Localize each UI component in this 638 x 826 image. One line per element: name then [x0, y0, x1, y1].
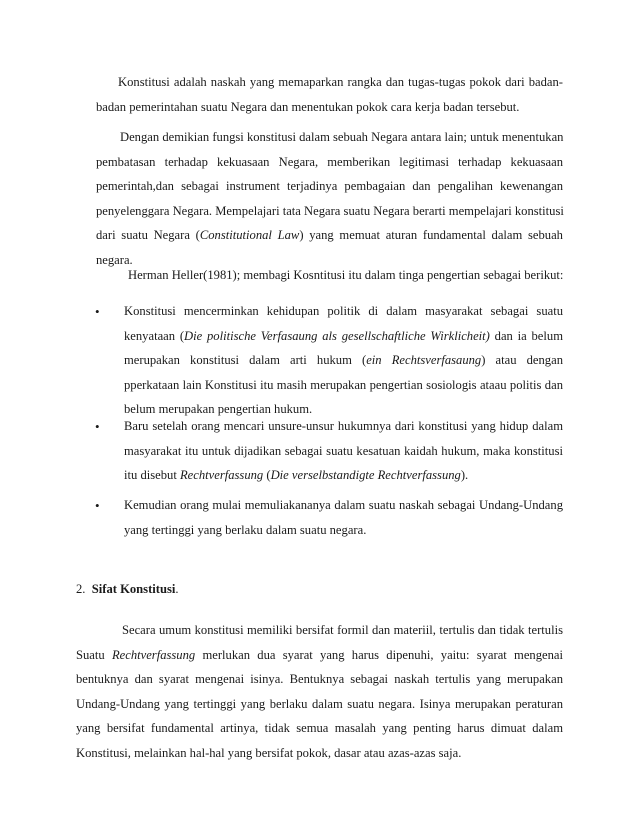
- italic-term: Constitutional Law: [199, 228, 300, 243]
- section-heading: [76, 582, 179, 597]
- heading-dot: .: [175, 582, 179, 596]
- italic-term: Rechtverfassung: [111, 647, 196, 662]
- text-run: ).: [460, 468, 469, 483]
- text-line: Dengan demikian fungsi konstitusi dalam sebuah Negara antara lain; untuk menentukan: [120, 130, 564, 144]
- text-line: Konstitusi adalah naskah yang memaparkan rangka dan tugas-tugas pokok dari badan-: [118, 75, 563, 89]
- text-run: (: [263, 468, 271, 483]
- text-line: pemerintah,dan sebagai instrument terjadinya pembagaian dan pengalihan kewenangan: [96, 179, 563, 194]
- text-line: masyarakat itu untuk dijadikan sebagai suatu kesatuan kaidah hukum, maka konstitusi: [124, 443, 563, 458]
- text-line: Baru setelah orang mencari unsure-unsur hukumnya dari konstitusi yang hidup dalam: [124, 419, 563, 433]
- bullet-marker: •: [95, 498, 100, 513]
- text-line: Secara umum konstitusi memiliki bersifat formil dan materiil, tertulis dan tidak tertulis: [122, 623, 563, 637]
- paragraph-constitution-function: [96, 125, 563, 273]
- bullet-item-2: [124, 414, 563, 488]
- italic-term: ein Rechtsverfasaung: [366, 353, 482, 368]
- section-title: Sifat Konstitusi: [91, 582, 176, 596]
- text-run: dan ia belum: [489, 328, 563, 343]
- bullet-item-1: [124, 299, 563, 422]
- text-run: ) yang memuat aturan fundamental dalam sebuah: [299, 228, 563, 243]
- text-line: [124, 348, 563, 373]
- text-line: [76, 643, 563, 668]
- text-line: [124, 463, 563, 488]
- text-run: itu disebut: [124, 468, 180, 483]
- section-number: 2.: [76, 582, 86, 596]
- text-run: ) atau dengan: [481, 353, 563, 368]
- text-run: merlukan dua syarat yang harus dipenuhi, yaitu: syarat mengenai: [195, 647, 563, 662]
- text-line: [96, 223, 563, 248]
- text-line: Kemudian orang mulai memuliakananya dalam suatu naskah sebagai Undang-Undang: [124, 498, 563, 512]
- italic-term: Die verselbstandigte Rechtverfassung: [270, 468, 461, 483]
- text-line: Undang-Undang yang tertinggi yang berlaku dalam suatu negara. Isinya merupakan peraturan: [76, 696, 563, 711]
- text-line: yang tertinggi yang berlaku dalam suatu negara.: [124, 522, 367, 537]
- text-line: penyelenggara Negara. Mempelajari tata Negara suatu Negara berarti mempelajari konstitusi: [96, 203, 564, 218]
- paragraph-constitution-definition: [96, 70, 563, 119]
- text-run: dari suatu Negara (: [96, 228, 200, 243]
- bullet-marker: •: [95, 419, 100, 434]
- paragraph-herman-heller: [128, 263, 568, 288]
- text-line: [124, 324, 563, 349]
- text-line: Herman Heller(1981); membagi Kosntitusi itu dalam tinga pengertian sebagai berikut:: [128, 268, 564, 282]
- text-run: Suatu: [76, 647, 112, 662]
- bullet-item-3: [124, 493, 563, 542]
- text-run: kenyataan (: [124, 328, 185, 343]
- text-line: pperkataan lain Konstitusi itu masih merupakan pengertian sosiologis ataau politis dan: [124, 377, 563, 392]
- text-line: belum merupakan pengertian hukum.: [124, 402, 313, 417]
- text-line: pembatasan terhadap kekuasaan Negara, memberikan legitimasi terhadap kekuasaan: [96, 154, 563, 169]
- text-line: bentuknya dan syarat mengenai isinya. Bentuknya sebagai naskah tertulis yang merupakan: [76, 672, 563, 687]
- italic-term: Die politische Verfasaung als gesellschaftliche Wirklicheit): [184, 328, 490, 343]
- text-line: yang bersifat fundamental artinya, tidak semua masalah yang penting harus dimuat dalam: [76, 721, 563, 736]
- text-line: badan pemerintahan suatu Negara dan menentukan pokok cara kerja badan tersebut.: [96, 99, 520, 114]
- paragraph-constitution-nature: [76, 618, 563, 766]
- text-run: merupakan konstitusi dalam arti hukum (: [124, 353, 367, 368]
- bullet-marker: •: [95, 304, 100, 319]
- text-line: negara.: [96, 252, 133, 267]
- text-line: Konstitusi, melainkan hal-hal yang bersifat pokok, dasar atau azas-azas saja.: [76, 745, 462, 760]
- text-line: Konstitusi mencerminkan kehidupan politik di dalam masyarakat sebagai suatu: [124, 304, 563, 318]
- italic-term: Rechtverfassung: [179, 468, 264, 483]
